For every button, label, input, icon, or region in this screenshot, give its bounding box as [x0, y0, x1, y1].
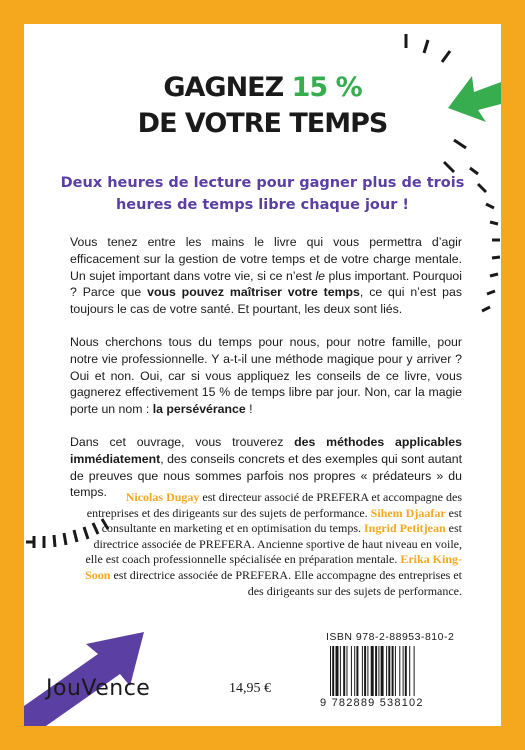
subtitle: Deux heures de lecture pour gagner plus de trois heures de temps libre chaque jour !: [60, 175, 465, 213]
barcode-bar: [362, 646, 363, 696]
purple-arrow-icon: [24, 620, 154, 726]
isbn-label: ISBN 978-2-88953-810-2: [326, 631, 455, 643]
publisher-logo: JouVence: [46, 676, 151, 701]
barcode-bar: [399, 646, 400, 696]
barcode-bar: [347, 646, 348, 696]
barcode-bar: [367, 646, 368, 696]
author-name: Nicolas Dugay: [125, 490, 200, 504]
author-name: Ingrid Petitjean: [364, 521, 446, 536]
barcode-bar: [340, 646, 341, 696]
barcode-bar: [378, 646, 379, 696]
paragraph-3: Dans cet ouvrage, vous trouverez des méthodes applicables immédiatement, des conseils concrets et des exemples qui sont autant de preuves que nous sommes parfois nos propres « prédateurs » du temps.: [70, 434, 462, 500]
barcode-bar: [414, 646, 415, 696]
barcode-bar: [405, 646, 407, 696]
back-cover: [24, 24, 501, 726]
barcode-bar: [351, 646, 352, 696]
author-bio: Nicolas Dugay est directeur associé de PREFERA et accompagne des entreprises et des dirigeants sur des sujets de performance. Sihem Djaafar est consultante en marketing et en optimisation du temps. Ingrid Petitjean est directrice associée de PREFERA. Ancienne sportive de haut niveau en voile, elle est coach professionnelle spécialisée en préparation mentale. Erika King-Soon est directrice associée de PREFERA. Elle accompagne des entreprises et des dirigeants sur des sujets de performance.: [85, 490, 462, 598]
body-text: [70, 234, 462, 517]
author-name: Sihem Djaafar: [370, 505, 446, 520]
barcode-bar: [381, 646, 384, 696]
barcode: [330, 646, 466, 696]
barcode-bar: [403, 646, 404, 696]
barcode-bar: [395, 646, 396, 696]
barcode-bar: [409, 646, 410, 696]
barcode-bar: [354, 646, 355, 696]
paragraph-2: Nous cherchons tous du temps pour nous, pour notre famille, pour notre vie professionnelle. Y a-t-il une méthode magique pour y arriver ? Oui et non. Oui, car si vous appliquez les conseils de ce livre, vous gagnerez effectivement 15 % de temps libre par jour. Non, car la magie porte un nom : la persévérance !: [70, 334, 462, 417]
barcode-bar: [371, 646, 374, 696]
barcode-bar: [332, 646, 334, 696]
barcode-bar: [364, 646, 366, 696]
barcode-digits: 9 782889 538102: [320, 697, 424, 709]
barcode-bar: [343, 646, 345, 696]
barcode-bar: [336, 646, 339, 696]
main-title: GAGNEZ 15 % DE VOTRE TEMPS: [137, 72, 388, 139]
barcode-bar: [392, 646, 394, 696]
barcode-bar: [386, 646, 387, 696]
paragraph-1: Vous tenez entre les mains le livre qui vous permettra d’agir efficacement sur la gestion de votre temps et de votre charge mentale. Un sujet important dans votre vie, si ce n’est le plus important. Pourquoi ? Parce que vous pouvez maîtriser votre temps, ce qui n’est pas toujours le cas de votre santé. Et pourtant, les deux sont liés.: [70, 235, 463, 317]
barcode-bar: [356, 646, 358, 696]
barcode-bar: [388, 646, 390, 696]
barcode-bar: [330, 646, 331, 696]
barcode-bar: [375, 646, 377, 696]
price: 14,95 €: [229, 681, 271, 696]
author-name: Erika King-Soon: [85, 552, 462, 582]
